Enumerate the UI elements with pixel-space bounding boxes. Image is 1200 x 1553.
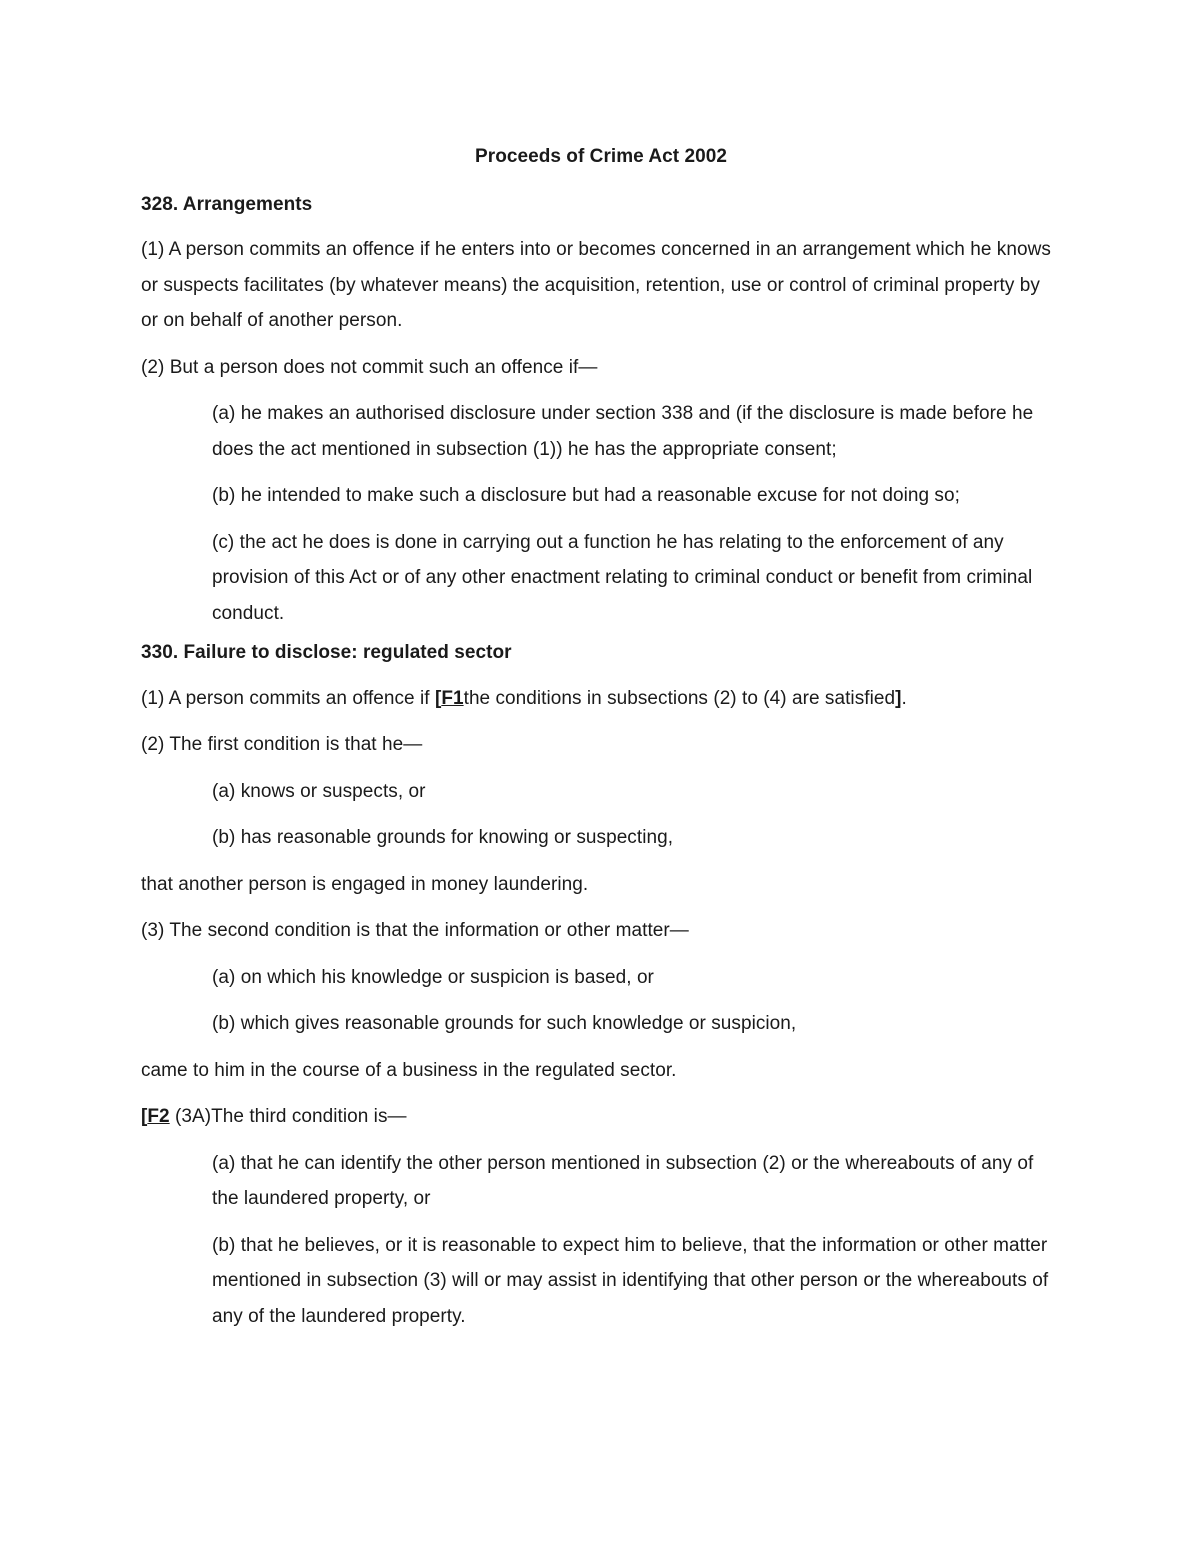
section-328-subsection-2a: (a) he makes an authorised disclosure under section 338 and (if the disclosure is made before he does the act mentioned in subsection (1)) he has the appropriate consent; xyxy=(212,403,1034,460)
section-330-subsection-3A-text: (3A)The third condition is— xyxy=(169,1106,407,1127)
document-title: Proceeds of Crime Act 2002 xyxy=(475,146,727,167)
section-328-subsection-2b: (b) he intended to make such a disclosure but had a reasonable excuse for not doing so; xyxy=(212,485,960,506)
section-330-subsection-3b: (b) which gives reasonable grounds for such knowledge or suspicion, xyxy=(212,1013,797,1034)
section-330-subsection-3A-b: (b) that he believes, or it is reasonable to expect him to believe, that the information or other matter mentioned in subsection (3) will or may assist in identifying that other person or the whereabouts of any of the laundered property. xyxy=(212,1234,1049,1327)
section-330-subsection-2-tail: that another person is engaged in money laundering. xyxy=(141,873,589,895)
section-328-subsection-2c: (c) the act he does is done in carrying out a function he has relating to the enforcement of any provision of this Act or of any other enactment relating to criminal conduct or benefit from criminal conduct. xyxy=(212,531,1033,624)
section-330-subsection-2a: (a) knows or suspects, or xyxy=(212,780,426,802)
footnote-ref-f1[interactable]: F1 xyxy=(441,687,464,709)
section-330-subsection-2: (2) The first condition is that he— xyxy=(141,734,423,755)
section-330-subsection-3: (3) The second condition is that the information or other matter— xyxy=(141,920,689,941)
section-330-subsection-3-tail: came to him in the course of a business in the regulated sector. xyxy=(141,1059,677,1081)
section-330-subsection-3A-a: (a) that he can identify the other person mentioned in subsection (2) or the whereabouts of any of the laundered property, or xyxy=(212,1152,1034,1209)
section-330-subsection-3a: (a) on which his knowledge or suspicion is based, or xyxy=(212,966,654,988)
section-328-subsection-2: (2) But a person does not commit such an offence if— xyxy=(141,356,598,378)
section-328-heading: 328. Arrangements xyxy=(141,193,313,215)
sentence-end: . xyxy=(901,687,907,709)
amendment-open-bracket: [ xyxy=(434,687,442,709)
section-330-subsection-1 xyxy=(141,681,1061,717)
section-328-subsection-1: (1) A person commits an offence if he enters into or becomes concerned in an arrangement which he knows or suspects facilitates (by whatever means) the acquisition, retention, use or control of criminal property by or on behalf of another person. xyxy=(141,239,1051,331)
document-body xyxy=(141,139,1061,1345)
section-330-subsection-3A xyxy=(141,1099,1061,1135)
footnote-ref-f2[interactable]: F2 xyxy=(147,1106,170,1127)
section-330-heading: 330. Failure to disclose: regulated sector xyxy=(141,642,512,663)
section-330-subsection-1-text: (1) A person commits an offence if xyxy=(141,687,435,709)
amendment-close-bracket: ] xyxy=(895,687,902,709)
amendment-open-bracket: [ xyxy=(141,1106,148,1127)
section-330-subsection-2b: (b) has reasonable grounds for knowing or suspecting, xyxy=(212,827,674,848)
amended-text: the conditions in subsections (2) to (4) are satisfied xyxy=(463,687,896,709)
